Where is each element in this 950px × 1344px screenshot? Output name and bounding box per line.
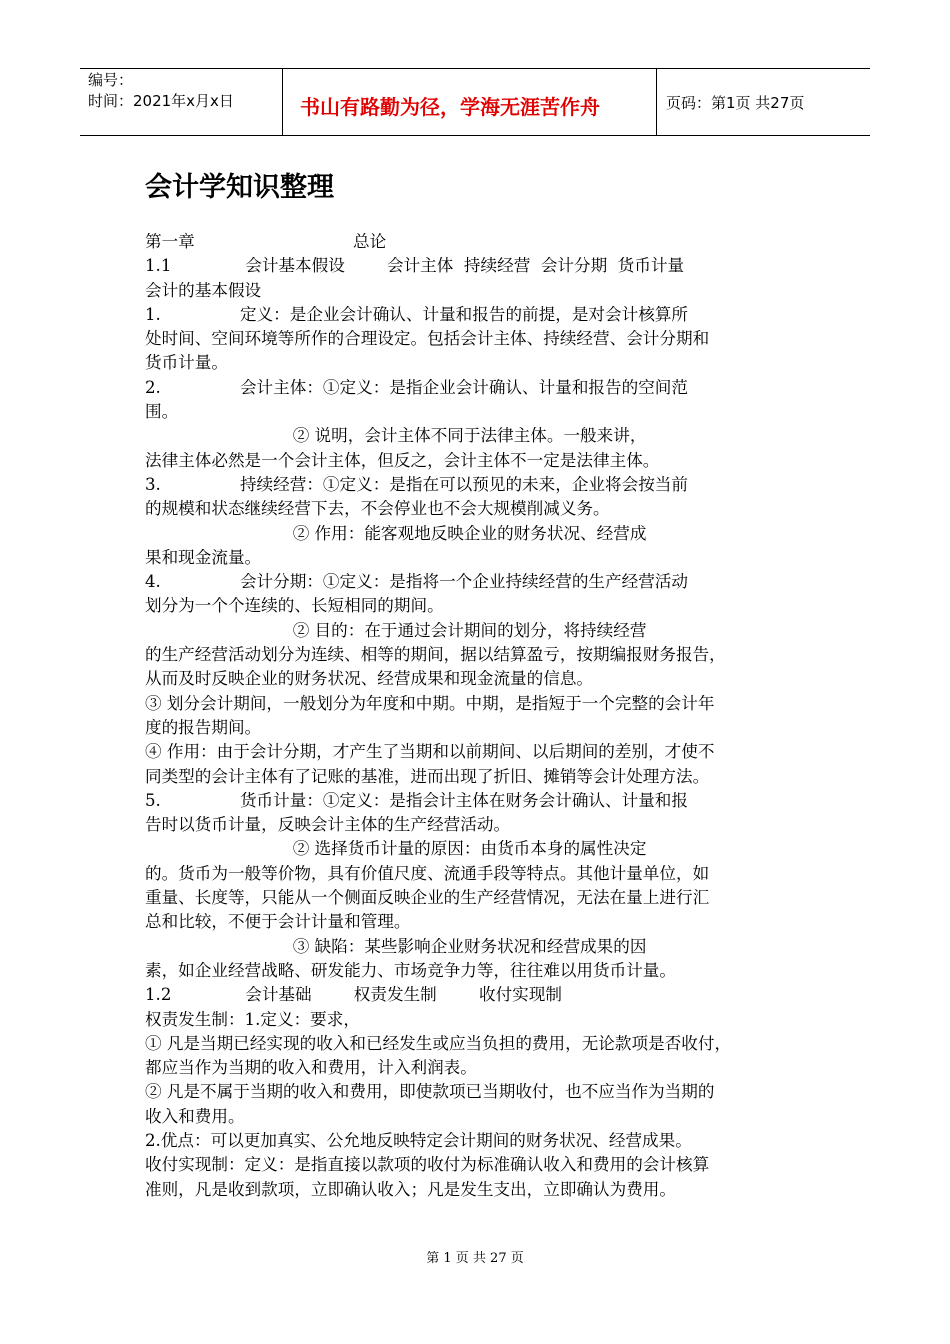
body-text-line: 告时以货币计量，反映会计主体的生产经营活动。 [145, 815, 511, 835]
header-divider-right [656, 68, 657, 135]
body-text-line: 都应当作为当期的收入和费用，计入利润表。 [145, 1058, 477, 1078]
body-text-line: 处时间、空间环境等所作的合理设定。包括会计主体、持续经营、会计分期和 [145, 329, 710, 349]
body-text-line: 2. 会计主体：①定义：是指企业会计确认、计量和报告的空间范 [145, 377, 688, 397]
body-text-line: ③ 缺陷：某些影响企业财务状况和经营成果的因 [145, 936, 647, 956]
document-title: 会计学知识整理 [145, 172, 334, 203]
body-text-line: 2.优点：可以更加真实、公允地反映特定会计期间的财务状况、经营成果。 [145, 1130, 692, 1150]
body-text-line: ② 作用：能客观地反映企业的财务状况、经营成 [145, 523, 647, 543]
body-text-line: 收付实现制：定义：是指直接以款项的收付为标准确认收入和费用的会计核算 [145, 1155, 710, 1175]
header-top-border [80, 68, 870, 69]
body-text-line: 围。 [145, 402, 179, 422]
body-text-line: 权责发生制：1.定义：要求， [145, 1009, 360, 1029]
body-text-line: 准则，凡是收到款项，立即确认收入；凡是发生支出，立即确认为费用。 [145, 1179, 676, 1199]
body-text-line: ③ 划分会计期间，一般划分为年度和中期。中期，是指短于一个完整的会计年 [145, 693, 715, 713]
header-number-label: 编号： [88, 71, 134, 89]
body-text-line: ④ 作用：由于会计分期，才产生了当期和以前期间、以后期间的差别，才使不 [145, 742, 715, 762]
body-text-line: 划分为一个个连续的、长短相同的期间。 [145, 596, 444, 616]
page-footer: 第 1 页 共 27 页 [426, 1251, 524, 1266]
body-text-line: ② 选择货币计量的原因：由货币本身的属性决定 [145, 839, 647, 859]
body-text-line: 同类型的会计主体有了记账的基准，进而出现了折旧、摊销等会计处理方法。 [145, 766, 710, 786]
body-text-line: 会计的基本假设 [145, 280, 262, 300]
body-text-line: 从而及时反映企业的财务状况、经营成果和现金流量的信息。 [145, 669, 594, 689]
body-text-line: 的规模和状态继续经营下去，不会停业也不会大规模削减义务。 [145, 499, 610, 519]
header-date-label: 时间：2021年x月x日 [88, 92, 234, 110]
body-text-line: 总和比较，不便于会计计量和管理。 [145, 912, 411, 932]
header-motto: 书山有路勤为径，学海无涯苦作舟 [300, 95, 600, 119]
body-text-line: 重量、长度等，只能从一个侧面反映企业的生产经营情况，无法在量上进行汇 [145, 888, 710, 908]
body-text-line: 果和现金流量。 [145, 547, 262, 567]
header-bottom-border [80, 135, 870, 136]
body-text-line: 的生产经营活动划分为连续、相等的期间，据以结算盈亏，按期编报财务报告， [145, 645, 726, 665]
body-text-line: 法律主体必然是一个会计主体，但反之，会计主体不一定是法律主体。 [145, 450, 660, 470]
body-text-line: 货币计量。 [145, 353, 228, 373]
body-text-line: ② 目的：在于通过会计期间的划分，将持续经营 [145, 620, 647, 640]
header-divider-left [282, 68, 283, 135]
body-text-line: ② 凡是不属于当期的收入和费用，即使款项已当期收付，也不应当作为当期的 [145, 1082, 715, 1102]
body-text-line: 第一章 总论 [145, 232, 387, 251]
body-text-line: ② 说明，会计主体不同于法律主体。一般来讲， [145, 426, 647, 446]
body-text-line: 1.1 会计基本假设 会计主体 持续经营 会计分期 货币计量 [145, 256, 685, 276]
body-text-line: 素，如企业经营战略、研发能力、市场竞争力等，往往难以用货币计量。 [145, 960, 676, 980]
body-text-line: 1.2 会计基础 权责发生制 收付实现制 [145, 985, 562, 1005]
body-text-line: ① 凡是当期已经实现的收入和已经发生或应当负担的费用，无论款项是否收付， [145, 1033, 732, 1053]
body-text-line: 收入和费用。 [145, 1106, 245, 1126]
header-meta [88, 70, 234, 112]
document-body [145, 230, 805, 1202]
body-text-line: 4. 会计分期：①定义：是指将一个企业持续经营的生产经营活动 [145, 572, 688, 592]
header-page-info: 页码：第1页 共27页 [666, 94, 805, 112]
body-text-line: 1. 定义：是企业会计确认、计量和报告的前提，是对会计核算所 [145, 304, 688, 324]
body-text-line: 3. 持续经营：①定义：是指在可以预见的未来，企业将会按当前 [145, 474, 688, 494]
body-text-line: 5. 货币计量：①定义：是指会计主体在财务会计确认、计量和报 [145, 790, 688, 810]
body-text-line: 的。货币为一般等价物，具有价值尺度、流通手段等特点。其他计量单位，如 [145, 863, 710, 883]
body-text-line: 度的报告期间。 [145, 717, 262, 737]
